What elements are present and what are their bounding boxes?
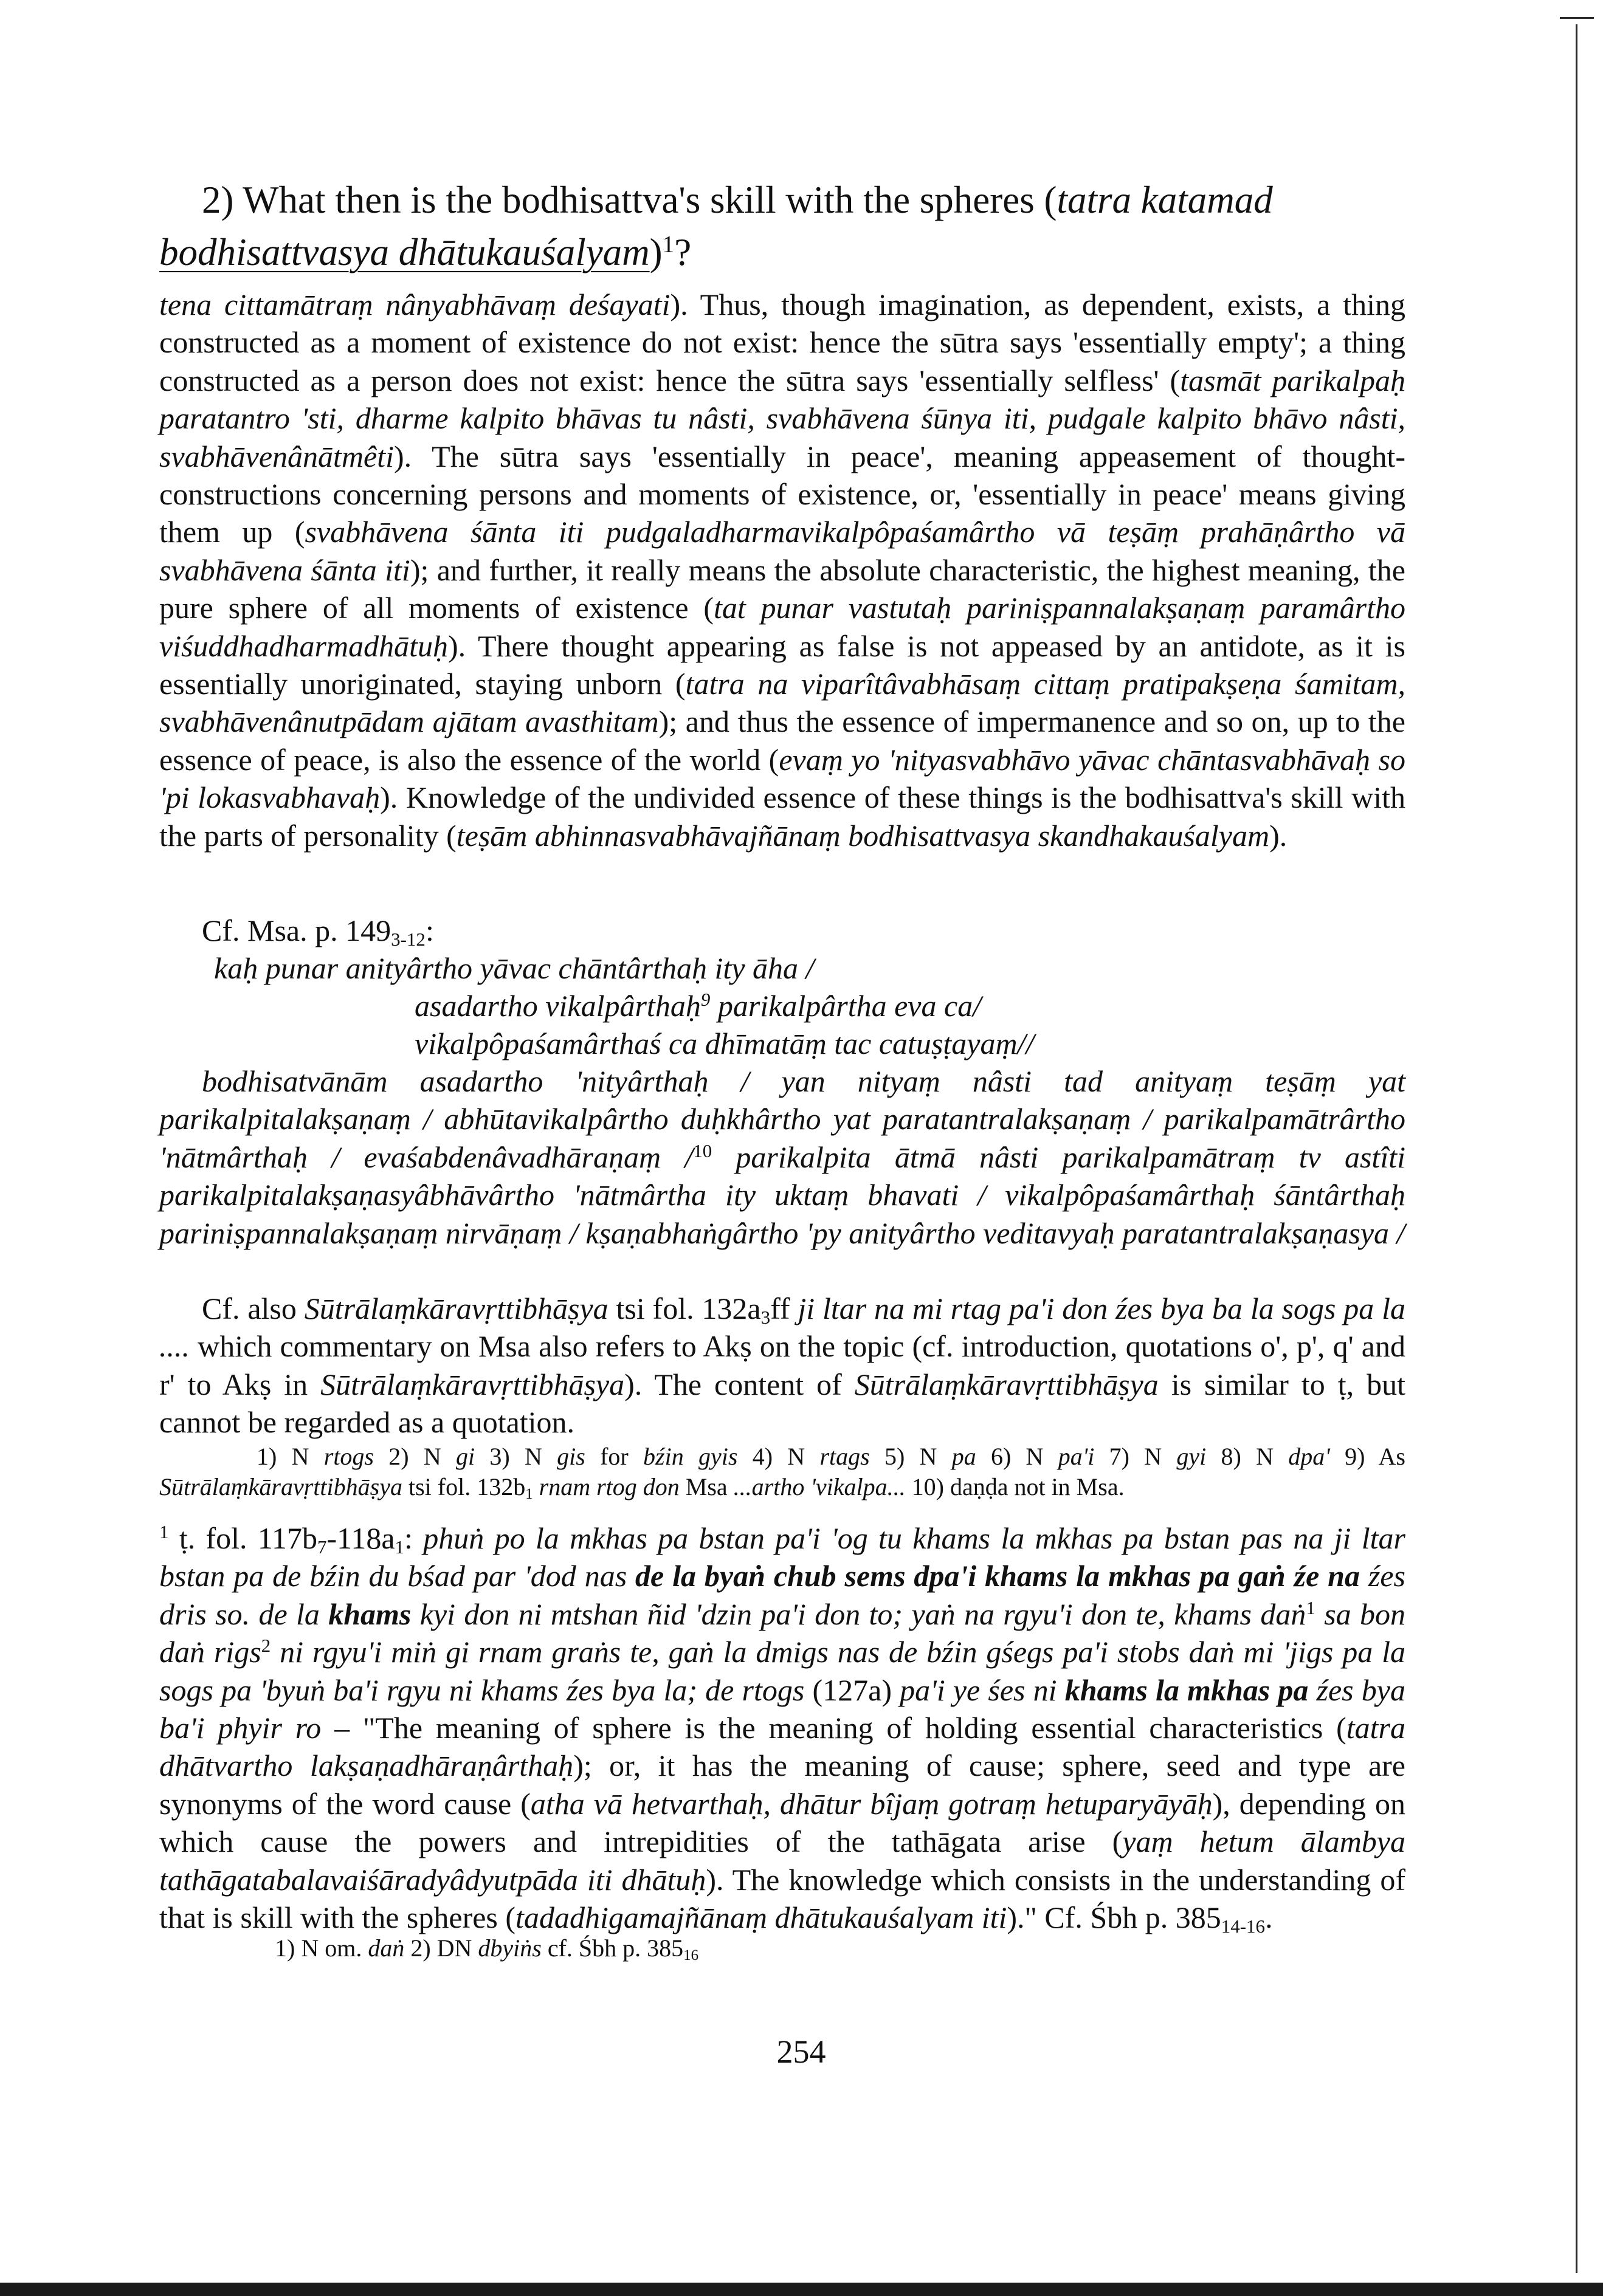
verse-line-2: asadartho vikalpârthaḥ$^9$ parikalpârtha eva ca/	[415, 988, 982, 1023]
paragraph-sanskrit-quotation: bodhisatvānām asadartho 'nityârthaḥ / yan nityaṃ nâsti tad anityaṃ teṣāṃ yat parikalpitalakṣaṇaṃ / abhūtavikalpârtho duḥkhârtho yat paratantralakṣaṇaṃ / parikalpamātrârtho 'nātmârthaḥ / evaśabdenâvadhāraṇaṃ /$^{10}$ parikalpita ātmā nâsti parikalpamātraṃ tv astîti parikalpitalakṣaṇasyâbhāvârtho 'nātmârtha ity uktaṃ bhavati / vikalpôpaśamârthaḥ śāntârthaḥ pariniṣpannalakṣaṇaṃ nirvāṇaṃ / kṣaṇabhaṅgârtho 'py anityârtho veditavyaḥ paratantralakṣaṇasya /	[159, 1064, 1405, 1250]
margin-tick	[1560, 17, 1594, 19]
footnote-one-tibetan: $^1$ ṭ. fol. $117b_7-118a_1$: phuṅ po la mkhas pa bstan pa'i 'og tu khams la mkhas pa bstan pas na ji ltar bstan pa de bźin du bśad par 'dod nas de la byaṅ chub sems dpa'i khams la mkhas pa gaṅ źe na źes dris so. de la khams kyi don ni mtshan ñid 'dzin pa'i don to; yaṅ na rgyu'i don te, khams daṅ$^1$ sa bon daṅ rigs$^2$ ni rgyu'i miṅ gi rnam graṅs te, gaṅ la dmigs nas de bźin gśegs pa'i stobs daṅ mi 'jigs pa la sogs pa 'byuṅ ba'i rgyu ni khams źes bya la; de rtogs (127a) pa'i ye śes ni khams la mkhas pa źes bya ba'i phyir ro – "The meaning of sphere is the meaning of holding essential characteristics (tatra dhātvartho lakṣaṇadhāraṇârthaḥ); or, it has the meaning of cause; sphere, seed and type are synonyms of the word cause (atha vā hetvarthaḥ, dhātur bîjaṃ gotraṃ hetuparyāyāḥ), depending on which cause the powers and intrepidities of the tathāgata arise (yaṃ hetum ālambya tathāgatabalavaiśāradyâdyutpāda iti dhātuḥ). The knowledge which consists in the understanding of that is skill with the spheres (tadadhigamajñānaṃ dhātukauśalyam iti)." Cf. Śbh p. $385_{14-16}$.	[159, 1521, 1406, 1937]
cross-reference-msa: Cf. Msa. p. $149_{3-12}$:	[202, 913, 434, 950]
section-heading: 2) What then is the bodhisattva's skill with the spheres (tatra katamad bodhisattvasya dhātukauśalyam)$^1$?	[159, 179, 1273, 273]
footnotes-variants: 1) N rtogs 2) N gi 3) N gis for bźin gyis 4) N rtags 5) N pa 6) N pa'i 7) N gyi 8) N dpa' 9) As Sūtrālaṃkāravṛttibhāṣya tsi fol. $132b_1$ rnam rtog don Msa ...artho 'vikalpa... 10) daṇḍa not in Msa.	[159, 1443, 1405, 1503]
paragraph-commentary: tena cittamātraṃ nânyabhāvaṃ deśayati). Thus, though imagination, as dependent, exists, a thing constructed as a moment of existence do not exist: hence the sūtra says 'essentially empty'; a thing constructed as a person does not exist: hence the sūtra says 'essentially selfless' (tasmāt parikalpaḥ paratantro 'sti, dharme kalpito bhāvas tu nâsti, svabhāvena śūnya iti, pudgale kalpito bhāvo nâsti, svabhāvenânātmêti). The sūtra says 'essentially in peace', meaning appeasement of thought-constructions concerning persons and moments of existence, or, 'essentially in peace' means giving them up (svabhāvena śānta iti pudgaladharmavikalpôpaśamârtho vā teṣāṃ prahāṇârtho vā svabhāvena śānta iti); and further, it really means the absolute characteristic, the highest meaning, the pure sphere of all moments of existence (tat punar vastutaḥ pariniṣpannalakṣaṇaṃ paramârtho viśuddhadharmadhātuḥ). There thought appearing as false is not appeased by an antidote, as it is essentially unoriginated, staying unborn (tatra na viparîtâvabhāsaṃ cittaṃ pratipakṣeṇa śamitam, svabhāvenânutpādam ajātam avasthitam); and thus the essence of impermanence and so on, up to the essence of peace, is also the essence of the world (evaṃ yo 'nityasvabhāvo yāvac chāntasvabhāvaḥ so 'pi lokasvabhavaḥ). Knowledge of the undivided essence of these things is the bodhisattva's skill with the parts of personality (teṣām abhinnasvabhāvajñānaṃ bodhisattvasya skandhakauśalyam).	[159, 287, 1406, 853]
scan-bottom-edge	[0, 2283, 1603, 2296]
footnotes-tibetan-variants: 1) N om. daṅ 2) DN dbyiṅs cf. Śbh p. $385_{16}$	[275, 1934, 698, 1964]
paragraph-cf-also: Cf. also Sūtrālaṃkāravṛttibhāṣya tsi fol. $132a_3ff$ ji ltar na mi rtag pa'i don źes bya ba la sogs pa la .... which commentary on Msa also refers to Akṣ on the topic (cf. introduction, quotations o', p', q' and r' to Akṣ in Sūtrālaṃkāravṛttibhāṣya). The content of Sūtrālaṃkāravṛttibhāṣya is similar to ṭ, but cannot be regarded as a quotation.	[159, 1291, 1405, 1440]
verse-line-1: kaḥ punar anityârtho yāvac chāntârthaḥ ity āha /	[214, 951, 815, 985]
scan-margin-line	[1576, 24, 1577, 2273]
page-number: 254	[776, 2033, 826, 2070]
verse-line-3: vikalpôpaśamârthaś ca dhīmatāṃ tac catuṣṭayaṃ//	[415, 1026, 1035, 1060]
